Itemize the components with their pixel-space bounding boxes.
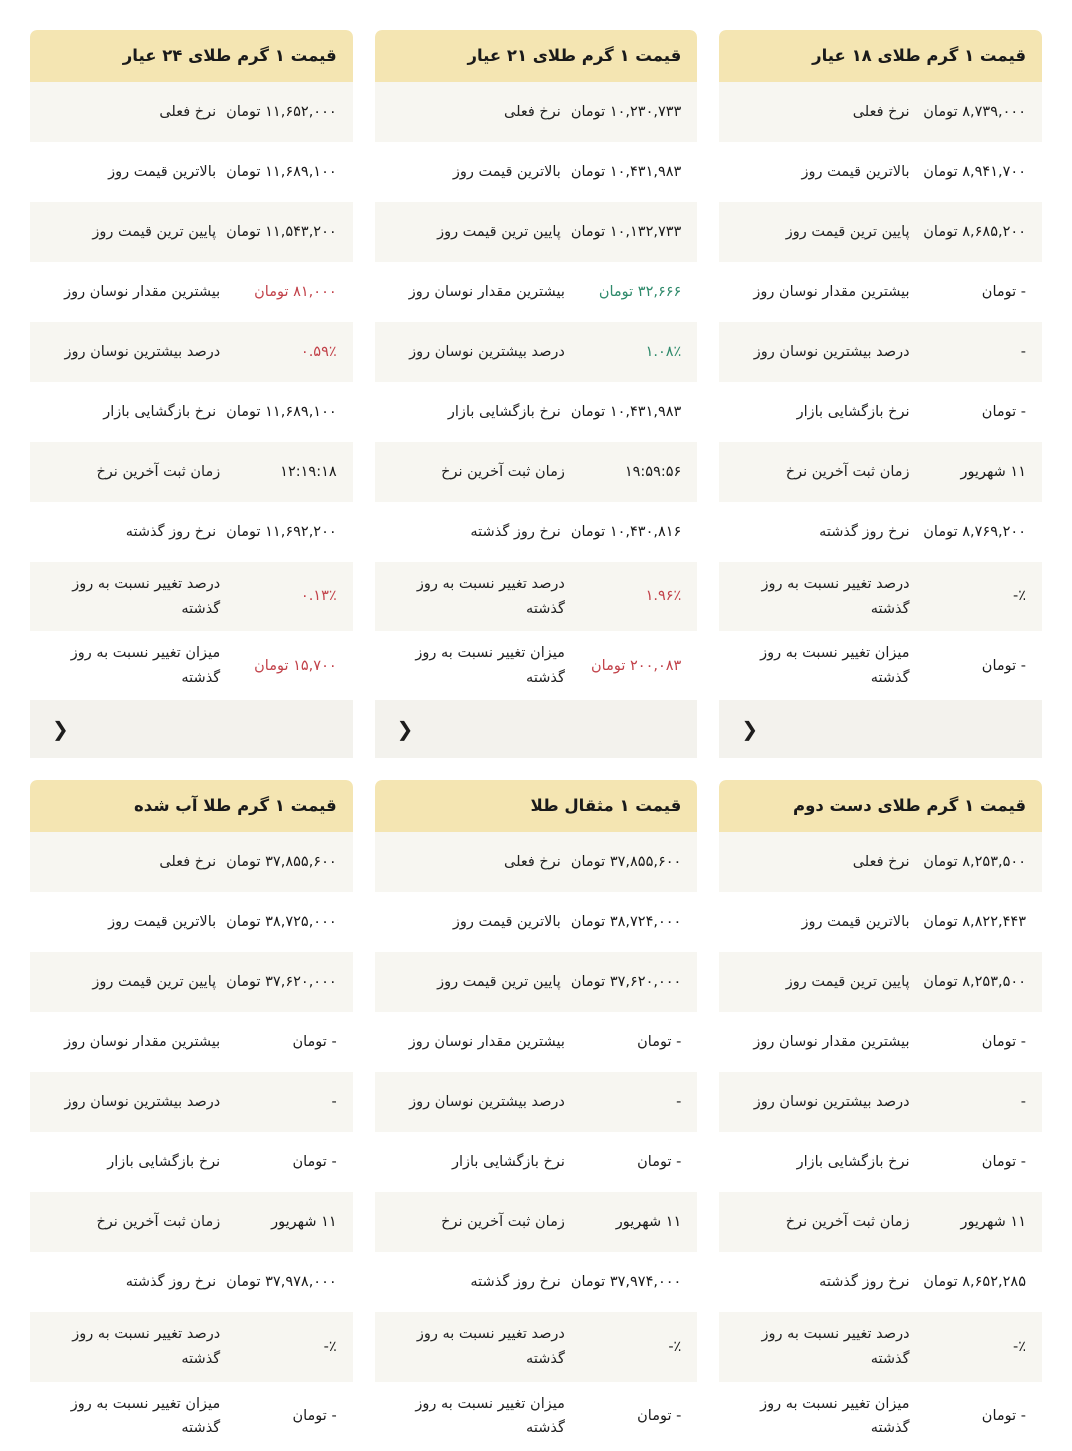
row-label: درصد بیشترین نوسان روز: [409, 343, 565, 360]
table-row: [30, 1382, 353, 1451]
row-label: بالاترین قیمت روز: [452, 163, 561, 180]
card-footer-gold-21k: [375, 700, 698, 758]
table-row: [375, 1072, 698, 1132]
table-row: [30, 502, 353, 562]
row-label: نرخ روز گذشته: [125, 1274, 217, 1291]
table-row: [719, 892, 1042, 952]
row-value: ۸,۹۴۱,۷۰۰ تومان: [923, 163, 1026, 180]
row-label: نرخ روز گذشته: [819, 523, 910, 540]
row-value: ۳۷,۹۷۴,۰۰۰ تومان: [570, 1274, 682, 1291]
row-label: درصد بیشترین نوسان روز: [64, 1094, 221, 1111]
row-value: ۸,۷۳۹,۰۰۰ تومان: [923, 103, 1026, 120]
row-value: ۱۱ شهریور: [960, 1214, 1026, 1231]
table-row: [719, 631, 1042, 700]
table-row: [375, 892, 698, 952]
row-value: ۳۷,۹۷۸,۰۰۰ تومان: [226, 1274, 337, 1291]
row-label: میزان تغییر نسبت به روز گذشته: [415, 645, 565, 686]
table-row: [375, 832, 698, 892]
row-value: -: [1020, 343, 1026, 360]
row-label: نرخ روز گذشته: [125, 523, 217, 540]
table-row: [375, 382, 698, 442]
row-label: بالاترین قیمت روز: [452, 914, 561, 931]
row-label: درصد تغییر نسبت به روز گذشته: [416, 1326, 565, 1368]
row-value: ۸,۸۲۲,۴۴۳ تومان: [923, 914, 1026, 931]
row-label: زمان ثبت آخرین نرخ: [441, 463, 565, 480]
row-value: ۱۱,۶۸۹,۱۰۰ تومان: [226, 163, 337, 180]
row-value: ۳۷,۸۵۵,۶۰۰ تومان: [570, 854, 682, 871]
table-row: [30, 1252, 353, 1312]
table-row: [719, 502, 1042, 562]
row-label: بیشترین مقدار نوسان روز: [64, 283, 221, 300]
table-row: [719, 1132, 1042, 1192]
table-row: [375, 1132, 698, 1192]
row-label: پایین ترین قیمت روز: [785, 223, 910, 240]
row-label: نرخ بازگشایی بازار: [796, 1154, 910, 1171]
row-value: -٪: [323, 1338, 337, 1355]
price-card-gold-24k: [30, 30, 353, 758]
row-value: ۱۰,۲۳۰,۷۳۳ تومان: [570, 103, 682, 120]
row-label: زمان ثبت آخرین نرخ: [96, 463, 221, 480]
row-value: ۸۱,۰۰۰ تومان: [254, 283, 337, 300]
price-card-gold-secondhand: [719, 780, 1042, 1450]
row-value: ۱۵,۷۰۰ تومان: [254, 657, 337, 674]
row-value: ۱۱,۶۸۹,۱۰۰ تومان: [226, 403, 337, 420]
row-value: - تومان: [637, 1034, 682, 1051]
row-label: بالاترین قیمت روز: [108, 163, 217, 180]
row-label: بالاترین قیمت روز: [801, 163, 910, 180]
table-row: [719, 1192, 1042, 1252]
row-label: پایین ترین قیمت روز: [437, 223, 561, 240]
card-title: قیمت ۱ گرم طلای ۱۸ عیار: [812, 46, 1026, 65]
row-value: ۸,۶۸۵,۲۰۰ تومان: [923, 223, 1026, 240]
row-value: ۱۹:۵۹:۵۶: [624, 463, 682, 480]
row-value: - تومان: [292, 1154, 337, 1171]
row-value: ۱۰,۴۳۰,۸۱۶ تومان: [570, 523, 682, 540]
table-row: [30, 202, 353, 262]
table-row: [30, 562, 353, 631]
row-label: پایین ترین قیمت روز: [92, 974, 217, 991]
row-label: درصد تغییر نسبت به روز گذشته: [72, 575, 221, 617]
table-row: [719, 322, 1042, 382]
table-row: [375, 82, 698, 142]
row-label: نرخ فعلی: [504, 103, 561, 120]
table-row: [375, 502, 698, 562]
row-label: نرخ فعلی: [504, 854, 561, 871]
table-row: [30, 832, 353, 892]
chevron-left-icon[interactable]: ❮: [396, 717, 414, 742]
row-value: ۰.۵۹٪: [300, 343, 337, 360]
row-value: - تومان: [292, 1034, 337, 1051]
table-row: [30, 382, 353, 442]
card-rows: [719, 82, 1042, 701]
table-row: [719, 562, 1042, 631]
table-row: [30, 892, 353, 952]
row-label: میزان تغییر نسبت به روز گذشته: [70, 1395, 221, 1437]
row-value: -٪: [1012, 588, 1026, 605]
row-value: ۳۷,۸۵۵,۶۰۰ تومان: [226, 854, 337, 871]
table-row: [30, 1012, 353, 1072]
row-value: ۳۸,۷۲۴,۰۰۰ تومان: [570, 914, 682, 931]
row-value: ۸,۲۵۳,۵۰۰ تومان: [923, 974, 1026, 991]
row-label: میزان تغییر نسبت به روز گذشته: [415, 1395, 565, 1437]
row-label: زمان ثبت آخرین نرخ: [785, 463, 910, 480]
row-label: نرخ بازگشایی بازار: [103, 403, 217, 420]
row-label: بیشترین مقدار نوسان روز: [408, 283, 565, 300]
card-rows: [30, 82, 353, 701]
table-row: [30, 82, 353, 142]
row-value: ۸,۶۵۲,۲۸۵ تومان: [923, 1274, 1026, 1291]
row-value: ۳۲,۶۶۶ تومان: [598, 283, 682, 300]
card-footer-gold-18k: [719, 700, 1042, 758]
row-label: میزان تغییر نسبت به روز گذشته: [760, 1395, 910, 1437]
row-value: - تومان: [981, 1034, 1026, 1051]
table-row: [719, 1312, 1042, 1381]
price-card-gold-21k: [375, 30, 698, 758]
row-value: - تومان: [292, 1408, 337, 1424]
table-row: [719, 202, 1042, 262]
card-rows: [719, 832, 1042, 1451]
row-label: زمان ثبت آخرین نرخ: [96, 1214, 221, 1231]
card-header-gold-secondhand: [719, 780, 1042, 832]
table-row: [30, 631, 353, 700]
row-value: ۱۱ شهریور: [615, 1214, 682, 1231]
table-row: [30, 1072, 353, 1132]
card-title: قیمت ۱ گرم طلای ۲۴ عیار: [122, 46, 337, 65]
row-value: - تومان: [981, 283, 1026, 300]
price-card-gold-melted: [30, 780, 353, 1450]
table-row: [375, 1012, 698, 1072]
card-rows: [30, 832, 353, 1451]
row-value: ۲۰۰,۰۸۳ تومان: [591, 657, 682, 674]
table-row: [375, 1192, 698, 1252]
row-value: ۱.۰۸٪: [645, 343, 682, 360]
table-row: [719, 382, 1042, 442]
row-label: درصد بیشترین نوسان روز: [409, 1094, 565, 1111]
table-row: [375, 1252, 698, 1312]
table-row: [30, 1312, 353, 1381]
row-label: پایین ترین قیمت روز: [92, 223, 217, 240]
row-value: ۱۰,۱۳۲,۷۳۳ تومان: [570, 223, 682, 240]
row-label: نرخ بازگشایی بازار: [796, 403, 910, 420]
row-value: ۱۱,۵۴۳,۲۰۰ تومان: [226, 223, 337, 240]
row-label: بیشترین مقدار نوسان روز: [753, 283, 910, 300]
row-label: زمان ثبت آخرین نرخ: [441, 1214, 565, 1231]
row-value: - تومان: [981, 657, 1026, 674]
table-row: [375, 631, 698, 700]
row-value: - تومان: [637, 1408, 682, 1424]
row-value: - تومان: [981, 1154, 1026, 1171]
row-value: ۳۸,۷۲۵,۰۰۰ تومان: [226, 914, 337, 931]
table-row: [719, 82, 1042, 142]
row-label: درصد تغییر نسبت به روز گذشته: [72, 1326, 221, 1368]
table-row: [375, 562, 698, 631]
table-row: [719, 1382, 1042, 1451]
row-value: ۱۱ شهریور: [960, 463, 1026, 480]
row-label: میزان تغییر نسبت به روز گذشته: [70, 645, 221, 686]
row-value: - تومان: [637, 1154, 682, 1171]
row-value: ۱۱,۶۹۲,۲۰۰ تومان: [226, 523, 337, 540]
row-label: بالاترین قیمت روز: [108, 914, 217, 931]
row-value: ۰.۱۳٪: [300, 588, 337, 605]
row-value: ۸,۲۵۳,۵۰۰ تومان: [923, 854, 1026, 871]
row-value: ۱۱ شهریور: [271, 1214, 337, 1231]
row-value: -٪: [1012, 1338, 1026, 1355]
table-row: [719, 1012, 1042, 1072]
row-value: ۸,۷۶۹,۲۰۰ تومان: [923, 523, 1026, 540]
row-value: ۱.۹۶٪: [645, 588, 682, 605]
gold-price-cards-grid: [30, 30, 1042, 1451]
table-row: [719, 1252, 1042, 1312]
row-label: درصد تغییر نسبت به روز گذشته: [761, 1326, 910, 1368]
table-row: [375, 202, 698, 262]
row-label: میزان تغییر نسبت به روز گذشته: [760, 645, 910, 686]
row-value: ۱۰,۴۳۱,۹۸۳ تومان: [570, 163, 682, 180]
card-footer-gold-24k: [30, 700, 353, 758]
card-title: قیمت ۱ گرم طلای دست دوم: [793, 796, 1026, 816]
row-value: ۳۷,۶۲۰,۰۰۰ تومان: [226, 974, 337, 991]
row-label: نرخ بازگشایی بازار: [447, 403, 561, 420]
price-card-gold-18k: [719, 30, 1042, 758]
row-value: -٪: [668, 1338, 682, 1355]
table-row: [375, 1312, 698, 1381]
row-label: نرخ فعلی: [159, 854, 217, 871]
row-label: بیشترین مقدار نوسان روز: [753, 1034, 910, 1051]
row-label: نرخ روز گذشته: [470, 523, 561, 540]
card-rows: [375, 832, 698, 1451]
table-row: [375, 322, 698, 382]
row-label: بیشترین مقدار نوسان روز: [408, 1034, 565, 1051]
card-header-gold-melted: [30, 780, 353, 832]
row-value: ۳۷,۶۲۰,۰۰۰ تومان: [570, 974, 682, 991]
table-row: [719, 142, 1042, 202]
row-label: پایین ترین قیمت روز: [437, 974, 561, 991]
row-label: نرخ روز گذشته: [819, 1274, 910, 1291]
table-row: [30, 142, 353, 202]
row-label: نرخ فعلی: [852, 854, 910, 871]
row-label: درصد تغییر نسبت به روز گذشته: [416, 575, 565, 617]
row-value: -: [676, 1094, 682, 1111]
row-label: نرخ بازگشایی بازار: [107, 1154, 221, 1171]
table-row: [30, 1192, 353, 1252]
row-value: ۱۲:۱۹:۱۸: [280, 463, 337, 480]
row-label: زمان ثبت آخرین نرخ: [785, 1214, 910, 1231]
row-label: درصد بیشترین نوسان روز: [753, 343, 910, 360]
table-row: [719, 952, 1042, 1012]
row-value: ۱۱,۶۵۲,۰۰۰ تومان: [226, 103, 337, 120]
card-title: قیمت ۱ گرم طلای ۲۱ عیار: [467, 46, 682, 65]
chevron-left-icon[interactable]: ❮: [741, 717, 759, 742]
row-value: ۱۰,۴۳۱,۹۸۳ تومان: [570, 403, 682, 420]
table-row: [30, 952, 353, 1012]
table-row: [375, 442, 698, 502]
card-title: قیمت ۱ گرم طلا آب شده: [134, 796, 337, 816]
chevron-left-icon[interactable]: ❮: [52, 717, 69, 742]
row-label: بالاترین قیمت روز: [801, 914, 910, 931]
table-row: [30, 322, 353, 382]
row-label: بیشترین مقدار نوسان روز: [64, 1034, 221, 1051]
card-header-gold-21k: [375, 30, 698, 82]
row-label: نرخ روز گذشته: [470, 1274, 561, 1291]
table-row: [375, 952, 698, 1012]
row-value: -: [331, 1094, 337, 1111]
table-row: [30, 262, 353, 322]
card-rows: [375, 82, 698, 701]
card-header-gold-18k: [719, 30, 1042, 82]
table-row: [30, 442, 353, 502]
row-value: - تومان: [981, 1408, 1026, 1424]
table-row: [719, 1072, 1042, 1132]
table-row: [375, 142, 698, 202]
card-header-gold-mesghal: [375, 780, 698, 832]
row-label: نرخ بازگشایی بازار: [451, 1154, 565, 1171]
table-row: [375, 262, 698, 322]
price-card-gold-mesghal: [375, 780, 698, 1450]
table-row: [375, 1382, 698, 1451]
row-label: درصد تغییر نسبت به روز گذشته: [761, 575, 910, 617]
card-title: قیمت ۱ مثقال طلا: [530, 796, 682, 816]
table-row: [30, 1132, 353, 1192]
row-value: - تومان: [981, 403, 1026, 420]
row-label: پایین ترین قیمت روز: [785, 974, 910, 991]
row-label: درصد بیشترین نوسان روز: [753, 1094, 910, 1111]
table-row: [719, 832, 1042, 892]
card-header-gold-24k: [30, 30, 353, 82]
row-label: نرخ فعلی: [159, 103, 217, 120]
table-row: [719, 262, 1042, 322]
row-label: نرخ فعلی: [852, 103, 910, 120]
row-label: درصد بیشترین نوسان روز: [64, 343, 221, 360]
row-value: -: [1020, 1094, 1026, 1111]
table-row: [719, 442, 1042, 502]
